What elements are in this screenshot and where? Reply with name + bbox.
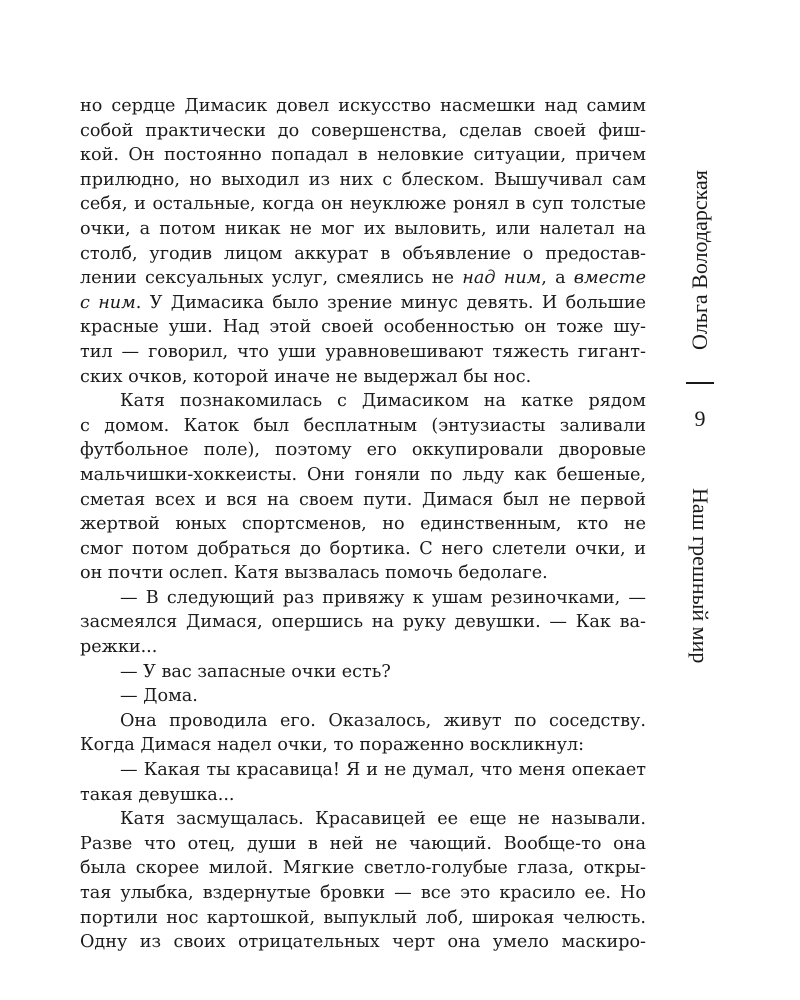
italic-run: над ним: [462, 268, 542, 289]
text-line: столб, угодив лицом аккурат в объявление о предостав-: [80, 243, 646, 264]
text-line: — В следующий раз привяжу к ушам резиночками, —: [120, 587, 646, 608]
text-line: ских очков, которой иначе не выдержал бы нос.: [80, 366, 532, 387]
running-head: [660, 0, 740, 1000]
text-line: тая улыбка, вздернутые бровки — все это красило ее. Но: [80, 883, 646, 903]
text-run: . У Димасика было зрение минус девять. И большие: [135, 292, 647, 313]
text-line: режки...: [80, 637, 158, 658]
text-line: Она проводила его. Оказалось, живут по соседству.: [120, 710, 646, 731]
text-line: [80, 291, 646, 316]
italic-run: с ним: [80, 292, 136, 313]
text-line: собой практически до совершенства, сделав своей фиш-: [80, 120, 646, 141]
text-line: очки, а потом никак не мог их выловить, или налетал на: [80, 218, 646, 239]
text-line: Одну из своих отрицательных черт она умело маскиро-: [80, 932, 646, 953]
text-line: смог потом добраться до бортика. С него слетели очки, и: [80, 538, 646, 559]
text-line: красные уши. Над этой своей особенностью он тоже шу-: [80, 317, 646, 338]
author-name: Ольга Володарская: [687, 170, 712, 350]
text-line: тил — говорил, что уши уравновешивают тяжесть гигант-: [80, 341, 646, 362]
text-run: лении сексуальных услуг, смеялись не: [80, 268, 463, 289]
text-line: футбольное поле), поэтому его оккупировали дворовые: [80, 440, 646, 461]
text-line: жертвой юных спортсменов, но единственным, кто не: [80, 514, 646, 535]
text-line: Разве что отец, души в ней не чающий. Вообще-то она: [80, 833, 646, 854]
text-line: кой. Он постоянно попадал в неловкие ситуации, причем: [80, 145, 646, 166]
text-line: засмеялся Димася, опершись на руку девушки. — Как ва-: [80, 612, 646, 633]
text-line: Катя засмущалась. Красавицей ее еще не называли.: [120, 809, 646, 830]
text-line: с домом. Каток был бесплатным (энтузиасты заливали: [80, 415, 646, 436]
text-line: портили нос картошкой, выпуклый лоб, широкая челюсть.: [80, 907, 646, 928]
text-line: прилюдно, но выходил из них с блеском. Вышучивал сам: [80, 169, 646, 190]
page-number: 9: [694, 406, 706, 431]
text-line: он почти ослеп. Катя вызвалась помочь бедолаге.: [80, 563, 548, 584]
text-line: себя, и остальные, когда он неуклюже ронял в суп толстые: [80, 194, 646, 215]
text-line: Катя познакомилась с Димасиком на катке рядом: [120, 391, 646, 412]
text-line: мальчишки-хоккеисты. Они гоняли по льду как бешеные,: [80, 464, 646, 485]
text-line: но сердце Димасик довел искусство насмешки над самим: [80, 96, 646, 116]
text-line: была скорее милой. Мягкие светло-голубые глаза, откры-: [80, 858, 646, 879]
body-text: [80, 94, 646, 955]
book-title: Наш грешный мир: [688, 488, 713, 664]
text-line: сметая всех и вся на своем пути. Димася был не первой: [80, 489, 646, 510]
text-line: — Дома.: [120, 686, 198, 707]
text-line: [80, 266, 646, 291]
italic-run: вместе: [573, 268, 646, 289]
text-line: Когда Димася надел очки, то пораженно воскликнул:: [80, 735, 585, 756]
text-line: — Какая ты красавица! Я и не думал, что меня опекает: [120, 760, 646, 781]
text-line: — У вас запасные очки есть?: [120, 661, 391, 682]
text-line: такая девушка...: [80, 784, 235, 805]
divider-rule: [686, 382, 714, 384]
text-run: , а: [541, 268, 574, 289]
